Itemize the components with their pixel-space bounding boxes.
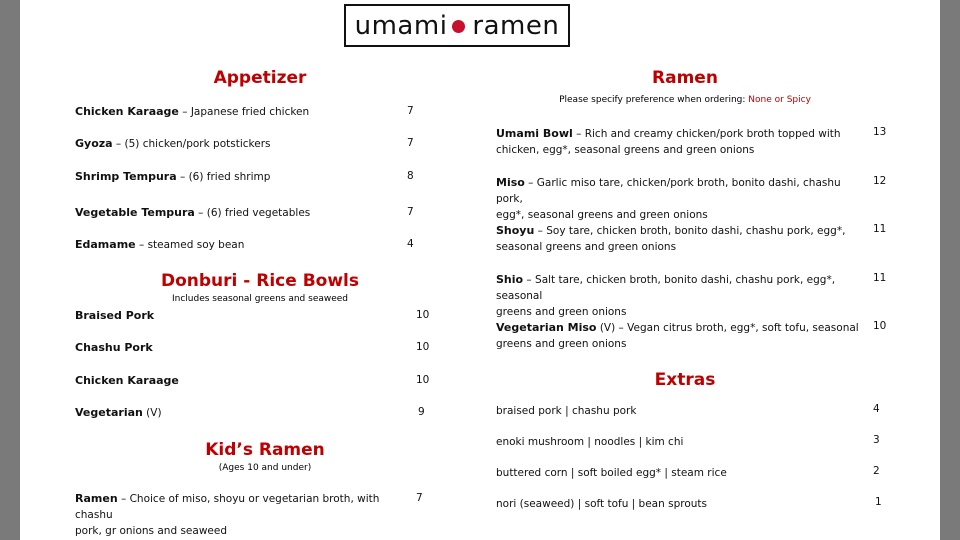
menu-item: Ramen – Choice of miso, shoyu or vegetarian broth, with chashu pork, gr onions and seaweed [75,492,380,537]
ramen-note [500,95,870,105]
kids-ramen-heading: Kid’s Ramen [205,440,325,460]
item-desc-line2: greens and green onions [496,338,627,350]
item-name: Chicken Karaage [75,374,179,387]
item-price: 4 [407,238,414,250]
logo-word-left: umami [354,10,448,41]
menu-item [75,340,153,356]
item-desc: Garlic miso tare, chicken/pork broth, bonito dashi, chashu pork, [496,177,841,205]
extras-item: enoki mushroom | noodles | kim chi [496,436,684,448]
item-price: 7 [407,206,414,218]
extras-heading: Extras [654,370,716,390]
item-price: 12 [873,175,887,187]
menu-item: Shoyu – Soy tare, chicken broth, bonito dashi, chashu pork, egg*, seasonal greens and green onions [496,224,846,253]
item-name: Braised Pork [75,309,155,322]
menu-item: Miso – Garlic miso tare, chicken/pork broth, bonito dashi, chashu pork, egg*, seasonal greens and green onions [496,176,841,221]
menu-page [20,0,940,540]
item-price: 11 [873,223,887,235]
item-desc-line2: pork, gr onions and seaweed [75,525,227,537]
item-price: 4 [873,403,880,415]
ramen-note-text: Please specify preference when ordering: [559,95,746,105]
logo-word-right: ramen [472,10,560,41]
item-desc: Vegan citrus broth, egg*, soft tofu, seasonal [627,322,859,334]
item-name: Umami Bowl [496,127,573,140]
extras-item: nori (seaweed) | soft tofu | bean sprouts [496,498,707,510]
logo-dot-icon [452,20,465,33]
item-name: Chicken Karaage [75,105,179,118]
item-price: 10 [873,320,887,332]
item-desc: Choice of miso, shoyu or vegetarian broth, with chashu [75,493,380,521]
item-desc-line2: egg*, seasonal greens and green onions [496,209,708,221]
item-price: 1 [875,496,882,508]
menu-item: Chicken Karaage – Japanese fried chicken [75,105,310,118]
item-price: 11 [873,272,887,284]
menu-item: Gyoza – (5) chicken/pork potstickers [75,137,271,150]
kids-ramen-subtitle: (Ages 10 and under) [218,463,312,473]
item-price: 13 [873,126,887,138]
item-price: 2 [873,465,880,477]
donburi-heading: Donburi - Rice Bowls [161,271,359,291]
menu-item: Vegetable Tempura – (6) fried vegetables [75,206,311,219]
item-name: Miso [496,176,525,189]
extras-item: braised pork | chashu pork [496,405,637,417]
ramen-note-highlight: None or Spicy [748,95,811,105]
item-price: 3 [873,434,880,446]
item-desc: (5) chicken/pork potstickers [124,138,271,150]
item-desc: Japanese fried chicken [190,106,310,118]
menu-item: Shrimp Tempura – (6) fried shrimp [75,170,271,183]
appetizer-heading: Appetizer [213,68,307,88]
item-desc: steamed soy bean [147,239,245,251]
item-name: Edamame [75,238,136,251]
item-name: Chashu Pork [75,341,153,354]
item-name: Shoyu [496,224,535,237]
item-name: Gyoza [75,137,113,150]
item-price: 9 [418,406,425,418]
item-name: Vegetarian Miso [496,321,597,334]
menu-item [75,405,162,421]
item-name: Shio [496,273,524,286]
item-desc: (6) fried shrimp [188,171,271,183]
restaurant-logo [344,4,570,47]
item-desc-line2: chicken, egg*, seasonal greens and green onions [496,144,755,156]
extras-item: buttered corn | soft boiled egg* | steam rice [496,467,727,479]
menu-item: Vegetarian Miso (V) – Vegan citrus broth, egg*, soft tofu, seasonal greens and green onions [496,321,859,350]
item-price: 7 [407,137,414,149]
item-desc-line2: greens and green onions [496,306,627,318]
menu-item [75,308,154,324]
item-name: Vegetarian [75,406,143,419]
item-desc-line2: seasonal greens and green onions [496,241,677,253]
item-price: 7 [407,105,414,117]
donburi-subtitle: Includes seasonal greens and seaweed [171,294,349,304]
menu-item: Shio – Salt tare, chicken broth, bonito dashi, chashu pork, egg*, seasonal greens and green onions [496,273,836,318]
menu-item: Umami Bowl – Rich and creamy chicken/pork broth topped with chicken, egg*, seasonal greens and green onions [496,127,841,156]
item-name: Shrimp Tempura [75,170,177,183]
item-price: 10 [416,374,430,386]
item-price: 10 [416,309,430,321]
item-price: 7 [416,492,423,504]
item-name: Vegetable Tempura [75,206,195,219]
item-suffix: (V) [596,322,616,334]
item-suffix: (V) [142,407,162,419]
item-desc: Rich and creamy chicken/pork broth topped with [584,128,841,140]
item-desc: (6) fried vegetables [206,207,311,219]
item-desc: Soy tare, chicken broth, bonito dashi, chashu pork, egg*, [546,225,846,237]
item-price: 10 [416,341,430,353]
ramen-heading: Ramen [652,68,718,88]
item-desc: Salt tare, chicken broth, bonito dashi, chashu pork, egg*, seasonal [496,274,836,302]
menu-item [75,373,179,389]
menu-item: Edamame – steamed soy bean [75,238,245,251]
item-price: 8 [407,170,414,182]
item-name: Ramen [75,492,118,505]
